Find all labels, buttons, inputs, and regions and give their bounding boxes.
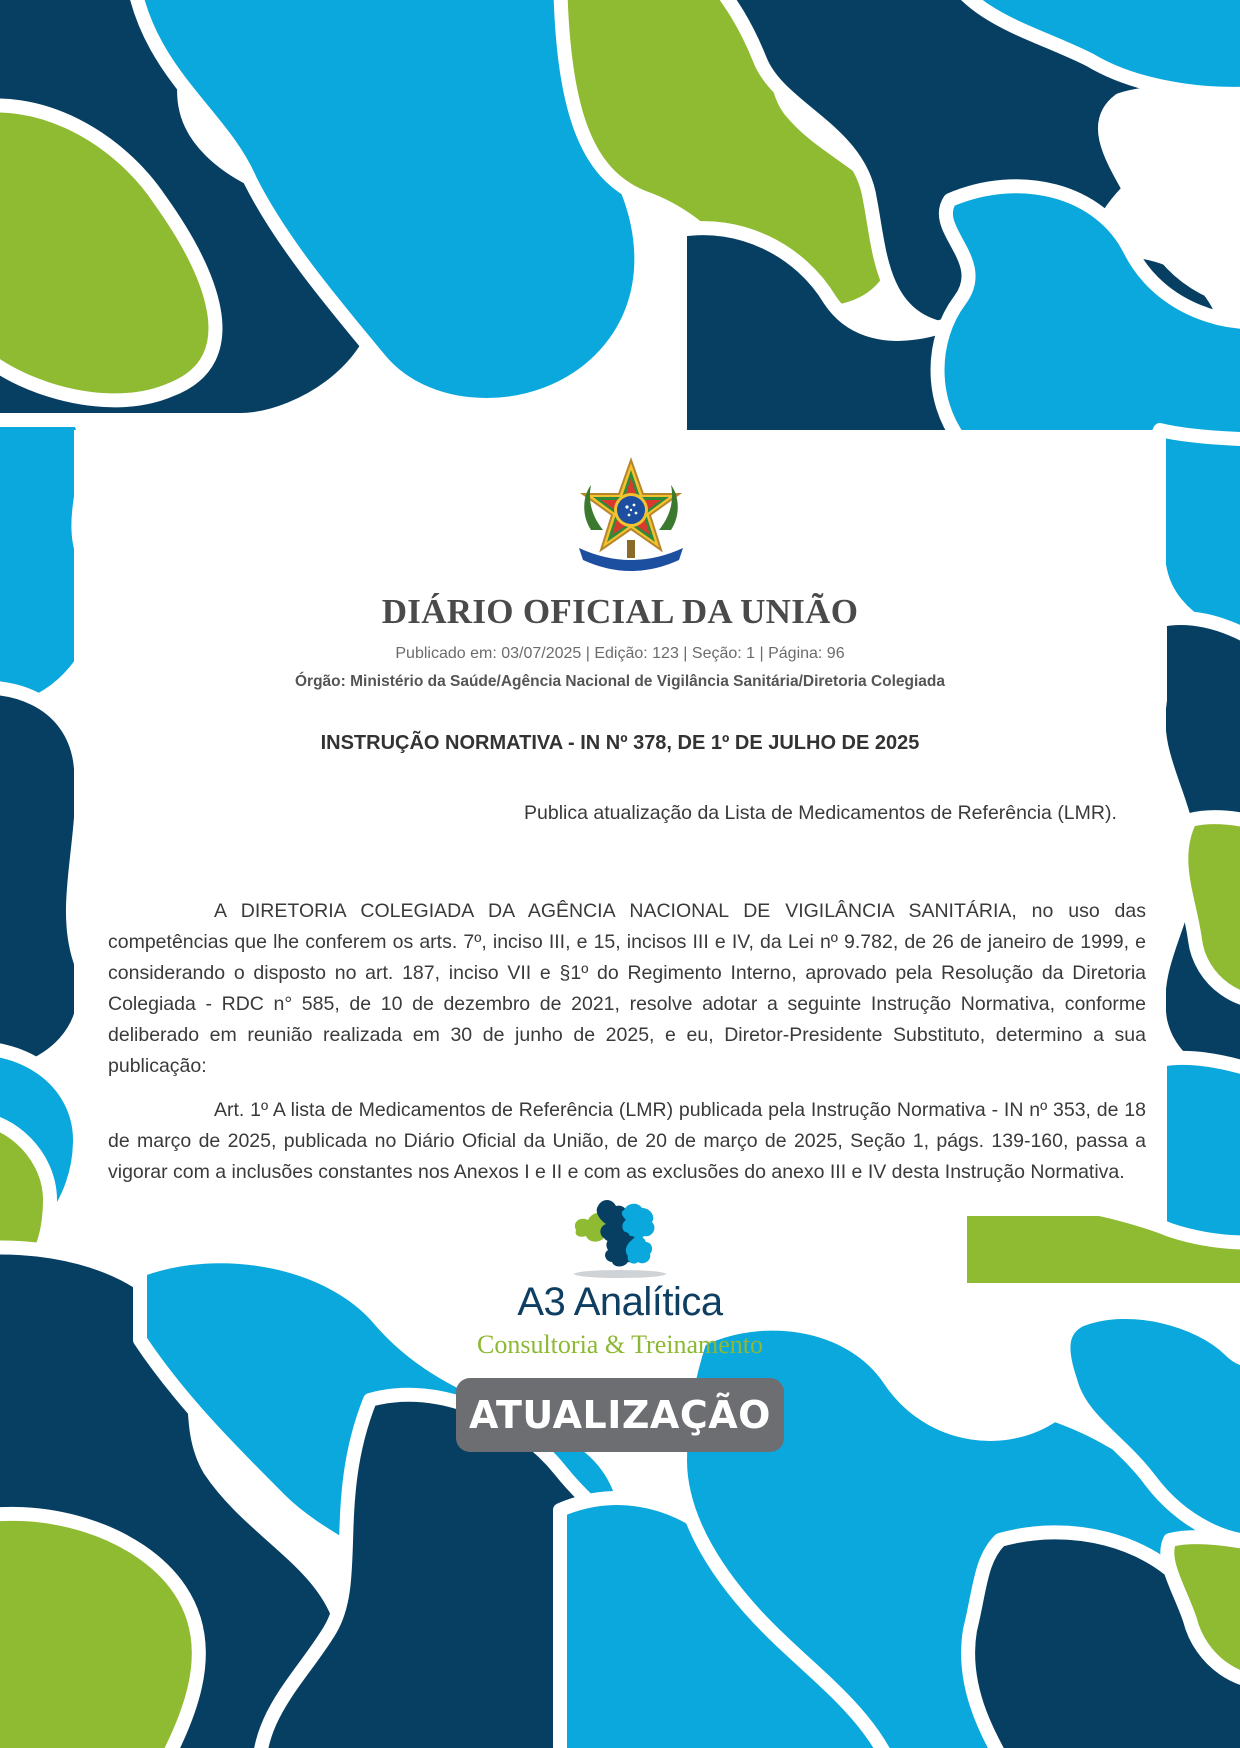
issuing-organ: Órgão: Ministério da Saúde/Agência Nacional de Vigilância Sanitária/Diretoria Colegiada	[294, 673, 946, 690]
a3-puzzle-logo-icon	[568, 1196, 672, 1280]
gazette-title: DIÁRIO OFICIAL DA UNIÃO	[381, 592, 859, 631]
act-summary: Publica atualização da Lista de Medicamentos de Referência (LMR).	[524, 802, 1117, 824]
update-badge: ATUALIZAÇÃO	[456, 1378, 784, 1452]
brand-tagline: Consultoria & Treinamento	[477, 1330, 763, 1359]
brazil-coat-of-arms-icon	[569, 455, 693, 573]
preamble-paragraph: A DIRETORIA COLEGIADA DA AGÊNCIA NACIONAL DE VIGILÂNCIA SANITÁRIA, no uso das competências que lhe conferem os arts. 7º, inciso III, e 15, incisos III e IV, da Lei nº 9.782, de 26 de janeiro de 1999, e considerando o disposto no art. 187, inciso VII e §1º do Regimento Interno, aprovado pela Resolução da Diretoria Colegiada - RDC n° 585, de 10 de dezembro de 2021, resolve adotar a seguinte Instrução Normativa, conforme deliberado em reunião realizada em 30 de junho de 2025, e eu, Diretor-Presidente Substituto, determino a sua publicação:	[108, 900, 1146, 1077]
bg-blob	[0, 688, 85, 1080]
act-title: INSTRUÇÃO NORMATIVA - IN Nº 378, DE 1º DE JULHO DE 2025	[320, 732, 920, 754]
publication-info: Publicado em: 03/07/2025 | Edição: 123 | Seção: 1 | Página: 96	[395, 645, 845, 662]
article-1-paragraph: Art. 1º A lista de Medicamentos de Referência (LMR) publicada pela Instrução Normativa - IN nº 353, de 18 de março de 2025, publicada no Diário Oficial da União, de 20 de março de 2025, Seção 1, págs. 139-160, passa a vigorar com a inclusões constantes nos Anexos I e II e com as exclusões do anexo III e IV desta Instrução Normativa.	[108, 1099, 1146, 1183]
brand-name: A3 Analítica	[517, 1280, 723, 1324]
official-gazette-excerpt	[74, 430, 1166, 1216]
